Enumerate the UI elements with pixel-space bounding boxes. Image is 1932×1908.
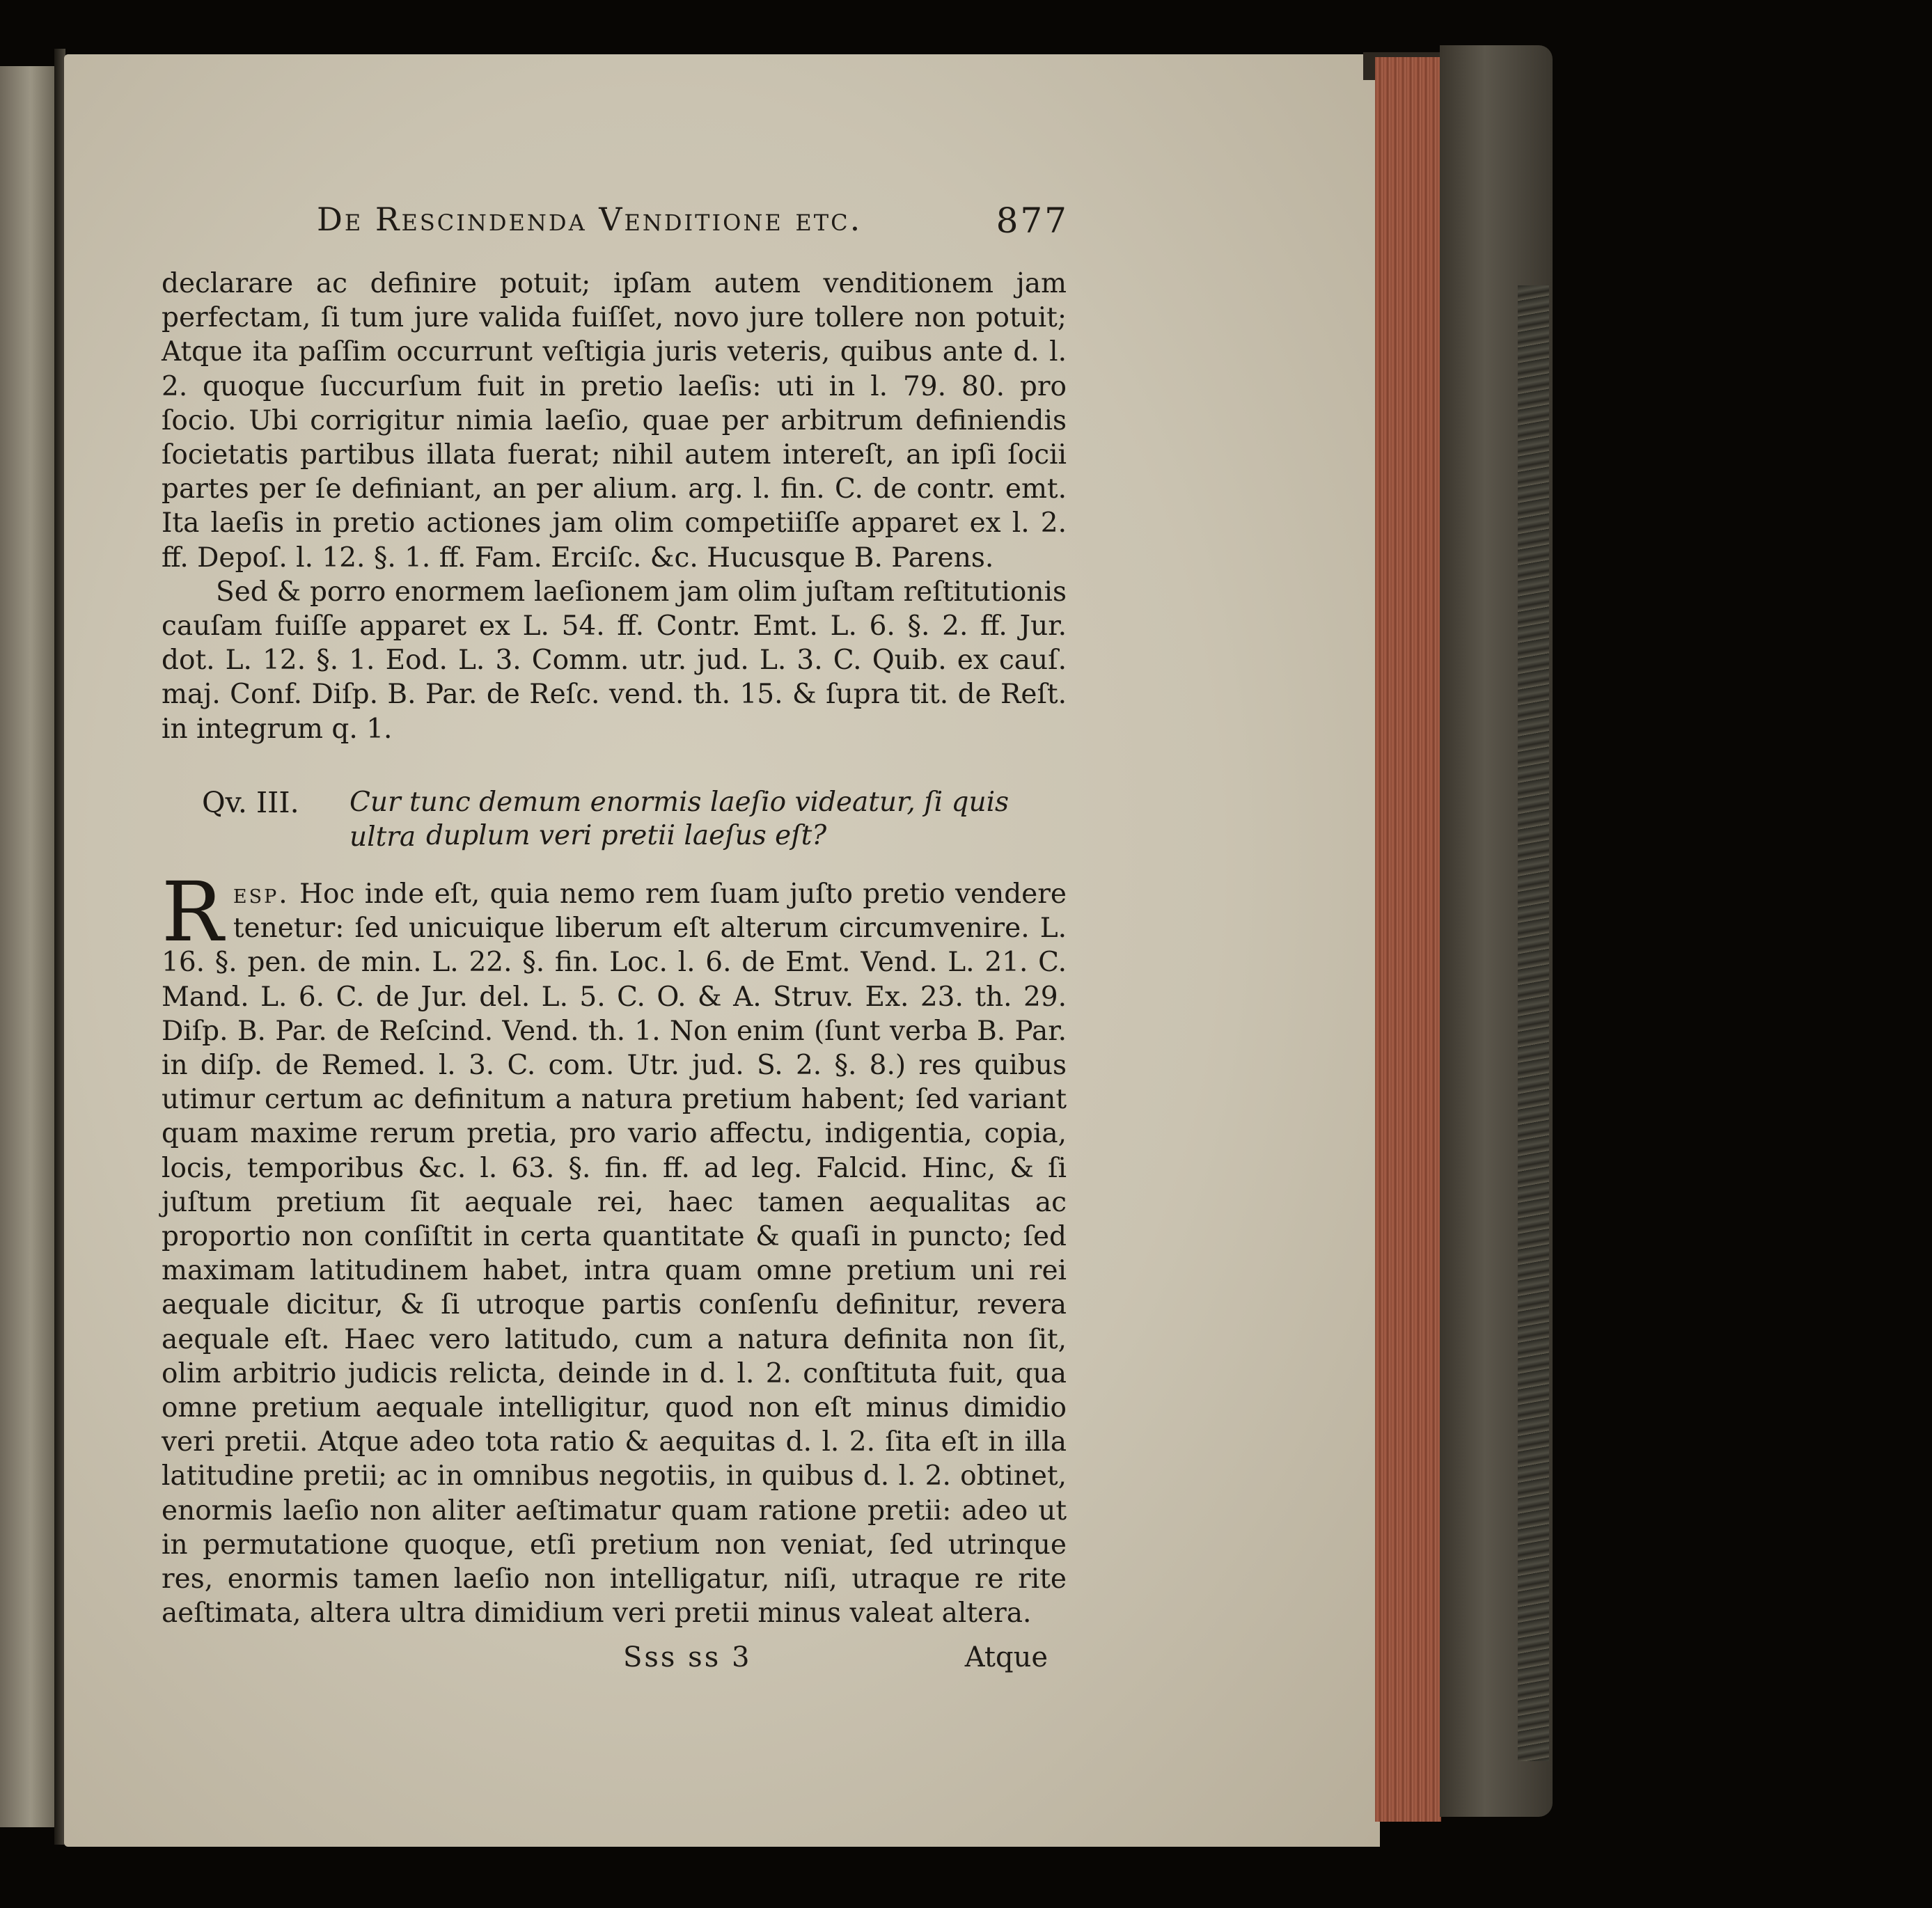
question-text-line-1: Cur tunc demum enormis laeſio videatur, ſi quis ultra [350, 787, 1010, 853]
page-header [317, 200, 1069, 249]
response-block [162, 864, 1067, 1630]
page-footer [623, 1641, 1048, 1690]
marbled-cover-board [1518, 285, 1549, 1761]
facing-page-edge [0, 66, 56, 1827]
drop-cap: R [162, 864, 223, 960]
response-text: Hoc inde eſt, quia nemo rem ſuam juſto pretio vendere tenetur: ſed unicuique liberum eſt alterum circumvenire. L. 16. §. pen. de min. L. 22. §. fin. Loc. l. 6. de Emt. Vend. L. 21. C. Mand. L. 6. C. de Jur. del. L. 5. C. O. & A. Struv. Ex. 23. th. 29. Diſp. B. Par. de Reſcind. Vend. th. 1. Non enim (ſunt verba B. Par. in diſp. de Remed. l. 3. C. com. Utr. jud. S. 2. §. 8.) res quibus utimur certum ac definitum a natura pretium habent; ſed variant quam maxime rerum pretia, pro vario affectu, indigentia, copia, locis, temporibus &c. l. 63. §. fin. ff. ad leg. Falcid. Hinc, & ſi juſtum pretium ſit aequale rei, haec tamen aequalitas ac proportio non conſiſtit in certa quantitate & quaſi in puncto; ſed maximam latitudinem habet, intra quam omne pretium uni rei aequale dicitur, & ſi utroque partis conſenſu definitur, revera aequale eſt. Haec vero latitudo, cum a natura definita non ſit, olim arbitrio judicis relicta, deinde in d. l. 2. conſtituta fuit, qua omne pretium aequale intelligitur, quod non eſt minus dimidio veri pretii. Atque adeo tota ratio & aequitas d. l. 2. ſita eſt in illa latitudine pretii; ac in omnibus negotiis, in quibus d. l. 2. obtinet, enormis laeſio non aliter aeſtimatur quam ratione pretii: adeo ut in permutatione quoque, etſi pretium non veniat, ſed utrinque res, enormis tamen laeſio non intelligatur, niſi, utraque re rite aeſtimata, altera ultra dimidium veri pretii minus valeat altera. [162, 878, 1067, 1630]
sed-paragraph: Sed & porro enormem laeſionem jam olim juſtam reſtitutionis cauſam fuiſſe apparet ex L. 54. ff. Contr. Emt. L. 6. §. 2. ff. Jur. dot. L. 12. §. 1. Eod. L. 3. Comm. utr. jud. L. 3. C. Quib. ex cauſ. maj. Conf. Diſp. B. Par. de Reſc. vend. th. 15. & ſupra tit. de Reſt. in integrum q. 1. [162, 576, 1067, 745]
signature-mark: Sss ss 3 [623, 1641, 752, 1673]
continuation-paragraph: declarare ac definire potuit; ipſam autem venditionem jam perfectam, ſi tum jure valida fuiſſet, novo jure tollere non potuit; Atque ita paſſim occurrunt veſtigia juris veteris, quibus ante d. l. 2. quoque ſuccurſum fuit in pretio laeſis: uti in l. 79. 80. pro ſocio. Ubi corrigitur nimia laeſio, quae per arbitrum definiendis ſocietatis partibus illata fuerat; nihil autem intereſt, an ipſi ſocii partes per ſe definiant, an per alium. arg. l. fin. C. de contr. emt. Ita laeſis in pretio actiones jam olim competiiſſe apparet ex l. 2. ff. Depoſ. l. 12. §. 1. ff. Fam. Erciſc. &c. Hucusque B. Parens. [162, 268, 1067, 574]
catchword: Atque [964, 1641, 1048, 1673]
question-text-line-2: duplum veri pretii laeſus eſt? [426, 820, 827, 851]
upper-text-block [162, 267, 1067, 746]
question-label: Qv. III. [202, 786, 299, 819]
running-title: De Rescindenda Venditione etc. [317, 200, 863, 238]
response-paragraph [162, 864, 1067, 1630]
page-number: 877 [996, 200, 1069, 241]
question-heading [202, 785, 1065, 862]
response-head: esp. [233, 878, 290, 910]
red-fore-edge [1375, 57, 1441, 1822]
